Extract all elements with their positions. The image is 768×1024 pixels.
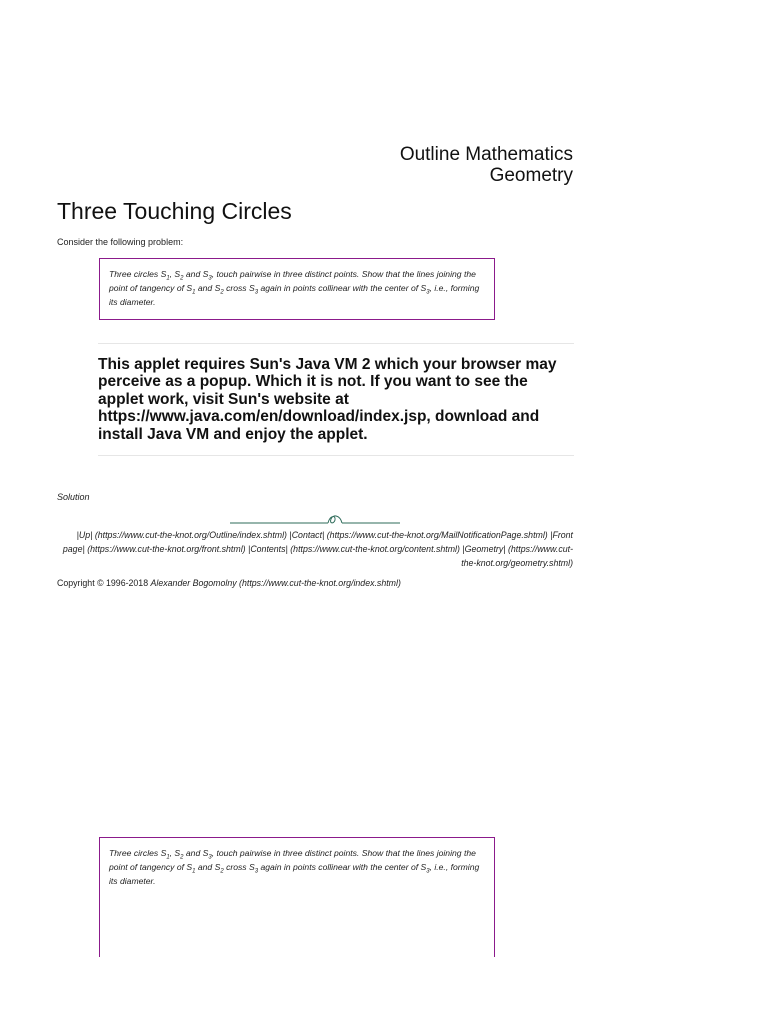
copyright	[57, 578, 401, 588]
page-title: Three Touching Circles	[57, 198, 292, 224]
footer-nav-links[interactable]: |Up| (https://www.cut-the-knot.org/Outline/index.shtml) |Contact| (https://www.cut-the-knot.org/MailNotificationPage.shtml) |Front page| (https://www.cut-the-knot.org/front.shtml) |Contents| (https://www.cut-the-knot.org/content.shtml) |Geometry| (https://www.cut-the-knot.org/geometry.shtml)	[62, 530, 573, 568]
ornament-divider-icon	[230, 513, 400, 527]
copyright-prefix: Copyright © 1996-2018	[57, 578, 151, 588]
author-link[interactable]: Alexander Bogomolny (https://www.cut-the-knot.org/index.shtml)	[150, 578, 401, 588]
outline-nav	[400, 144, 573, 186]
problem-statement-box: Three circles $S_1$, $S_2$ and $S_3$, touch pairwise in three distinct points. Show that the lines joining the point of tangency of $S_1$ and $S_2$ cross $S_3$ again in points collinear with the center of $S_3$, i.e., forming its diameter.	[99, 258, 495, 320]
java-applet-placeholder	[98, 343, 574, 456]
problem-statement-box-repeat: Three circles $S_1$, $S_2$ and $S_3$, touch pairwise in three distinct points. Show that the lines joining the point of tangency of $S_1$ and $S_2$ cross $S_3$ again in points collinear with the center of $S_3$, i.e., forming its diameter.	[99, 837, 495, 957]
solution-link[interactable]: Solution	[57, 492, 90, 502]
geometry-link[interactable]: Geometry	[489, 165, 573, 186]
intro-text: Consider the following problem:	[57, 237, 184, 247]
outline-mathematics-link[interactable]: Outline Mathematics	[399, 144, 573, 165]
applet-message: This applet requires Sun's Java VM 2 which your browser may perceive as a popup. Which it is not. If you want to see the applet work, visit Sun's website at https://www.java.com/en/download/index.jsp, download and install Java VM and enjoy the applet.	[98, 356, 557, 443]
